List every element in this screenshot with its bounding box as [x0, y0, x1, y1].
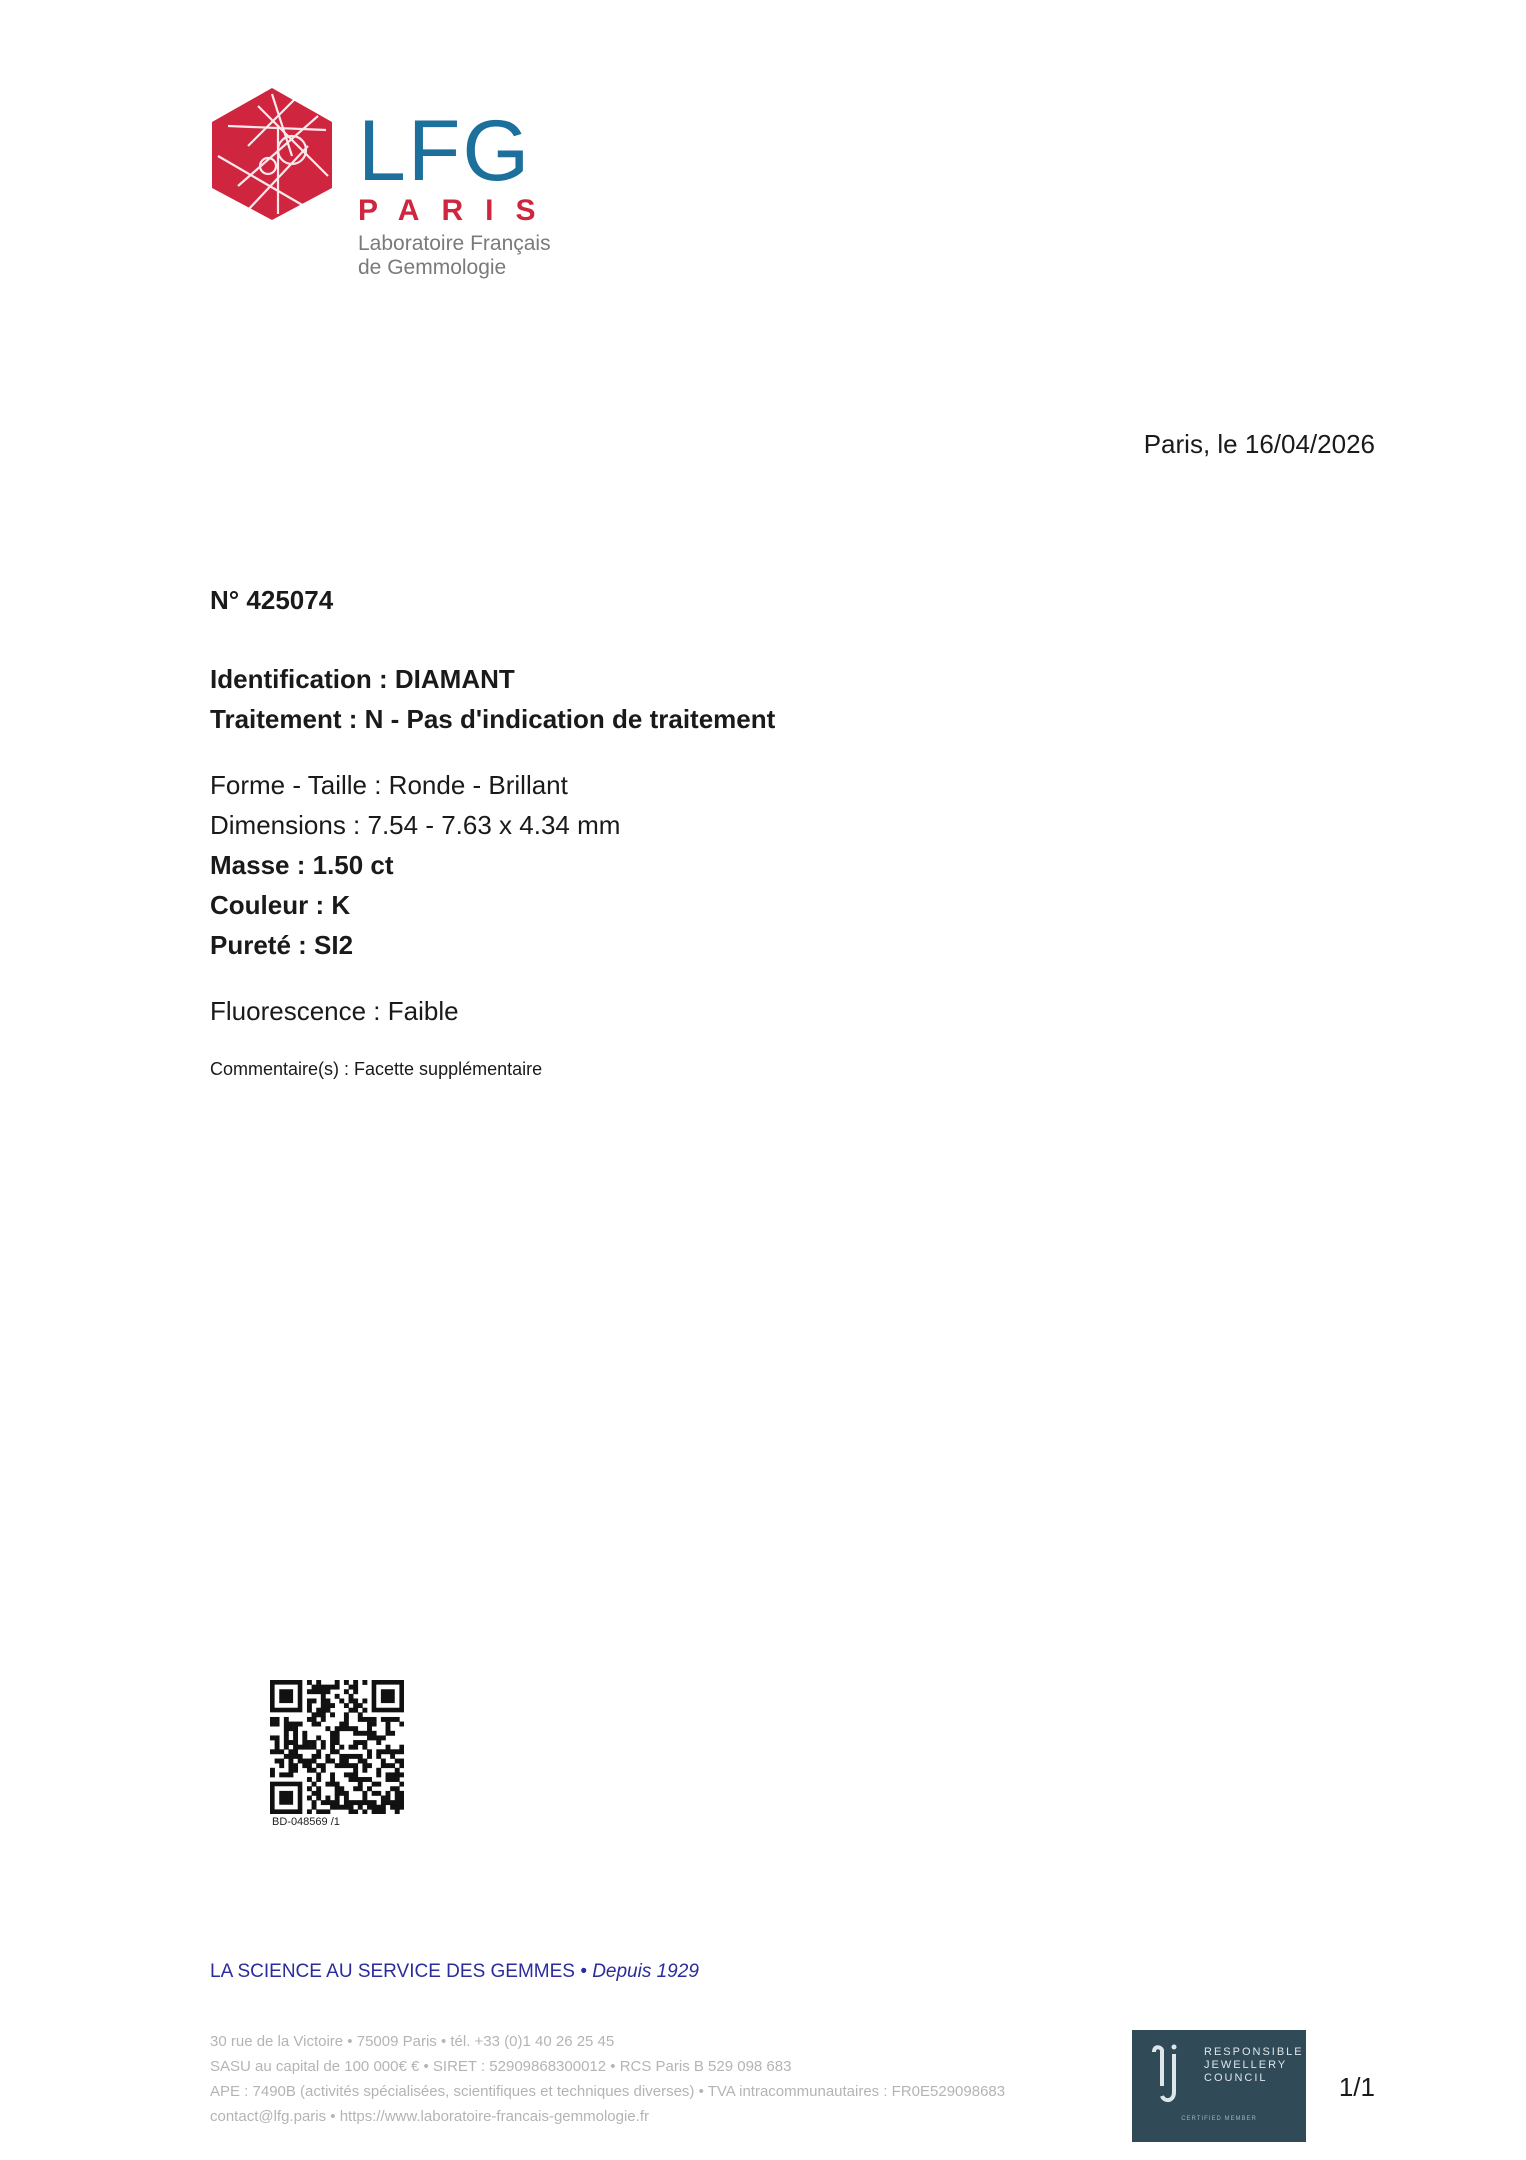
treatment-line: Traitement : N - Pas d'indication de traitement [210, 704, 776, 734]
logo-subtitle-line2: de Gemmologie [358, 256, 507, 279]
rjc-line3: COUNCIL [1204, 2072, 1268, 2084]
rjc-badge [1132, 2030, 1306, 2142]
color-grade-line: Couleur : K [210, 890, 351, 920]
footer-tagline [210, 1960, 699, 1984]
footer-legal: SASU au capital de 100 000€ € • SIRET : 52909868300012 • RCS Paris B 529 098 683 [210, 2058, 792, 2075]
rjc-text [1204, 2046, 1304, 2085]
clarity-line: Pureté : SI2 [210, 930, 354, 960]
identification-line: Identification : DIAMANT [210, 664, 515, 694]
rjc-line1: RESPONSIBLE [1204, 2046, 1304, 2058]
shape-cut-line: Forme - Taille : Ronde - Brillant [210, 770, 568, 800]
fluorescence-line: Fluorescence : Faible [210, 996, 459, 1026]
footer-address: 30 rue de la Victoire • 75009 Paris • tél. +33 (0)1 40 26 25 45 [210, 2033, 615, 2050]
lfg-wordmark [358, 103, 618, 280]
footer-contact[interactable]: contact@lfg.paris • https://www.laboratoire-francais-gemmologie.fr [210, 2108, 649, 2125]
rjc-line2: JEWELLERY [1204, 2059, 1288, 2071]
report-date: Paris, le 16/04/2026 [1143, 429, 1375, 459]
logo-city: PARIS [358, 194, 558, 227]
tagline-text: LA SCIENCE AU SERVICE DES GEMMES [210, 1961, 575, 1982]
logo-subtitle-line1: Laboratoire Français [358, 232, 551, 255]
qr-caption: BD-048569 /1 [272, 1816, 340, 1828]
qr-code-icon[interactable] [270, 1680, 404, 1814]
footer-ape: APE : 7490B (activités spécialisées, scientifiques et techniques diverses) • TVA intracommunautaires : FR0E529098683 [210, 2083, 1006, 2100]
logo-name: LFG [358, 103, 532, 199]
rjc-certified: CERTIFIED MEMBER [1181, 2116, 1257, 2122]
page-number: 1/1 [1338, 2072, 1375, 2102]
rjc-logo-icon [1146, 2042, 1190, 2106]
mass-line: Masse : 1.50 ct [210, 850, 394, 880]
lfg-hexagon-logo-icon [208, 86, 336, 222]
tagline-since: • Depuis 1929 [580, 1961, 699, 1982]
dimensions-line: Dimensions : 7.54 - 7.63 x 4.34 mm [210, 810, 621, 840]
report-number: N° 425074 [210, 585, 334, 615]
comments-line: Commentaire(s) : Facette supplémentaire [210, 1059, 543, 1079]
